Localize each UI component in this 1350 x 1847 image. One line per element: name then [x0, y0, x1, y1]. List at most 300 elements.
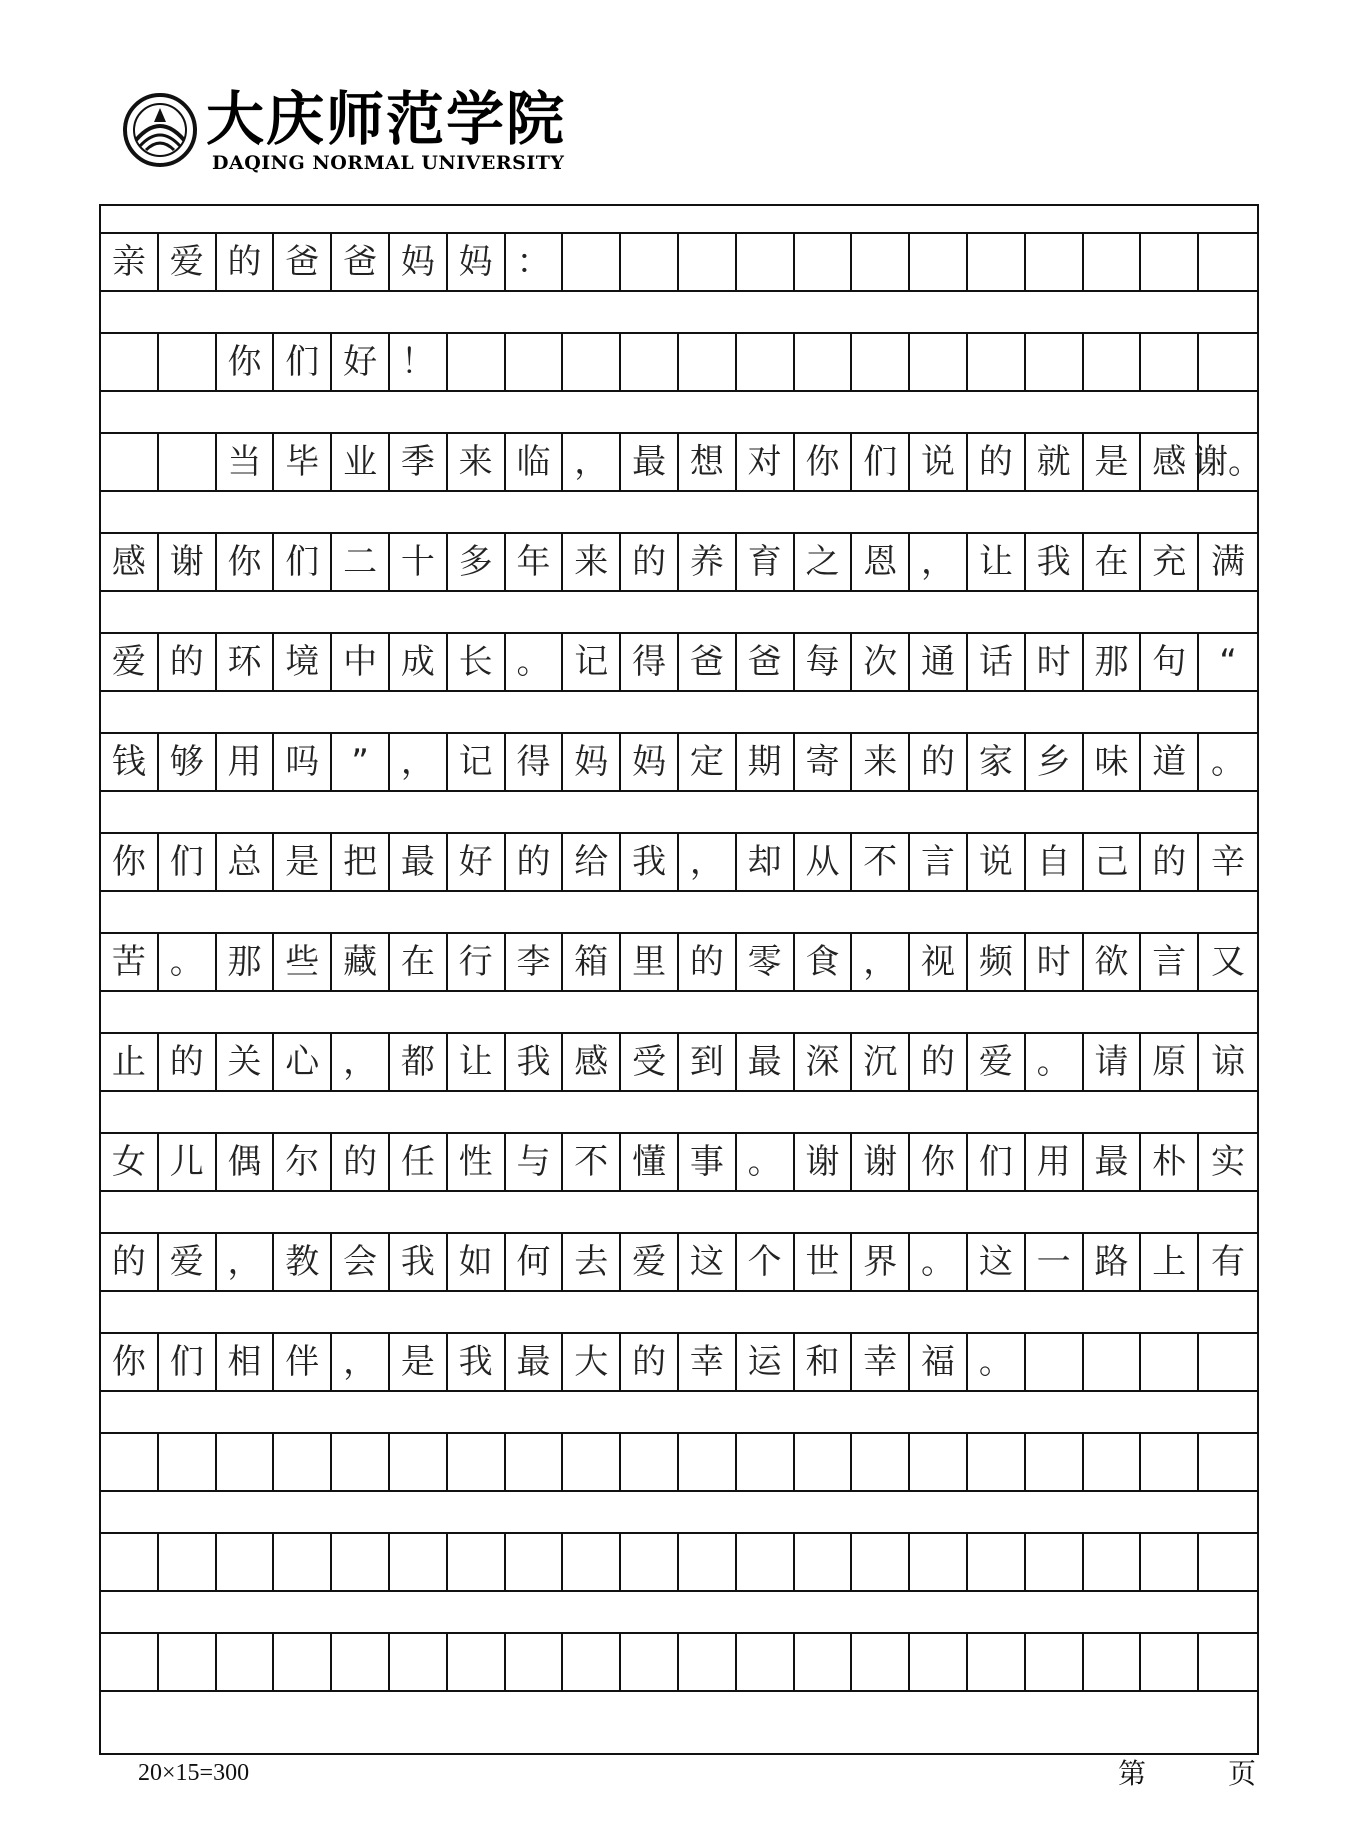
grid-cell: 来 — [563, 534, 621, 590]
grid-cell: 性 — [448, 1134, 506, 1190]
grid-cell — [1026, 1534, 1084, 1590]
grid-cell: 你 — [217, 534, 275, 590]
grid-cell: 们 — [159, 1334, 217, 1390]
grid-cell: 你 — [101, 834, 159, 890]
grid-cell: 长 — [448, 634, 506, 690]
grid-cell — [1141, 334, 1199, 390]
grid-cell: 谢 — [795, 1134, 853, 1190]
grid-cell — [448, 1534, 506, 1590]
grid-cell: 定 — [679, 734, 737, 790]
grid-cell: ， — [332, 1334, 390, 1390]
grid-cell — [506, 1434, 564, 1490]
grid-cell: 临 — [506, 434, 564, 490]
grid-cell: 说 — [910, 434, 968, 490]
grid-cell: 环 — [217, 634, 275, 690]
grid-cell — [217, 1534, 275, 1590]
page-number-label: 第 — [1118, 1757, 1147, 1790]
grid-cell: ， — [563, 434, 621, 490]
grid-cell — [1084, 1434, 1142, 1490]
grid-row — [101, 532, 1257, 592]
grid-cell: 业 — [332, 434, 390, 490]
grid-cell: 相 — [217, 1334, 275, 1390]
grid-cell — [1026, 1434, 1084, 1490]
grid-cell — [795, 1434, 853, 1490]
grid-cell: 事 — [679, 1134, 737, 1190]
grid-cell — [159, 334, 217, 390]
grid-cell — [737, 334, 795, 390]
grid-cell — [101, 1434, 159, 1490]
grid-cell — [1026, 1634, 1084, 1690]
grid-cell: 自 — [1026, 834, 1084, 890]
grid-cell — [910, 1534, 968, 1590]
grid-cell — [910, 1434, 968, 1490]
grid-cell — [621, 334, 679, 390]
grid-cell: 任 — [390, 1134, 448, 1190]
grid-cell: 道 — [1141, 734, 1199, 790]
grid-cell — [448, 1634, 506, 1690]
grid-cell — [563, 1534, 621, 1590]
grid-cell: 与 — [506, 1134, 564, 1190]
grid-cell: 最 — [1084, 1134, 1142, 1190]
grid-cell — [852, 334, 910, 390]
grid-cell: 到 — [679, 1034, 737, 1090]
grid-cell — [1199, 1334, 1257, 1390]
grid-cell — [910, 234, 968, 290]
grid-cell — [852, 1534, 910, 1590]
grid-row — [101, 832, 1257, 892]
grid-cell — [563, 334, 621, 390]
grid-cell: 箱 — [563, 934, 621, 990]
grid-cell: 的 — [506, 834, 564, 890]
grid-cell: 食 — [795, 934, 853, 990]
grid-cell: 受 — [621, 1034, 679, 1090]
grid-cell: 亲 — [101, 234, 159, 290]
grid-cell: 味 — [1084, 734, 1142, 790]
grid-cell: ， — [679, 834, 737, 890]
grid-cell: ， — [217, 1234, 275, 1290]
grid-cell: 感 — [563, 1034, 621, 1090]
grid-cell — [968, 234, 1026, 290]
grid-cell: 最 — [506, 1334, 564, 1390]
grid-cell — [852, 234, 910, 290]
grid-cell: 爸 — [737, 634, 795, 690]
grid-cell: 我 — [448, 1334, 506, 1390]
grid-cell: 的 — [332, 1134, 390, 1190]
grid-cell: 好 — [448, 834, 506, 890]
grid-cell: 记 — [448, 734, 506, 790]
grid-cell: 爱 — [101, 634, 159, 690]
grid-cell: 从 — [795, 834, 853, 890]
grid-cell: 话 — [968, 634, 1026, 690]
grid-cell — [679, 234, 737, 290]
grid-cell — [1199, 1434, 1257, 1490]
grid-cell: 们 — [274, 534, 332, 590]
grid-cell: 通 — [910, 634, 968, 690]
grid-cell: 何 — [506, 1234, 564, 1290]
grid-cell — [563, 1434, 621, 1490]
grid-cell: 你 — [217, 334, 275, 390]
grid-cell: 时 — [1026, 934, 1084, 990]
grid-cell: 视 — [910, 934, 968, 990]
grid-cell: 关 — [217, 1034, 275, 1090]
grid-cell: 爸 — [332, 234, 390, 290]
grid-cell — [1141, 1534, 1199, 1590]
grid-cell — [1084, 1634, 1142, 1690]
grid-cell: 每 — [795, 634, 853, 690]
grid-cell: 寄 — [795, 734, 853, 790]
grid-cell — [1026, 234, 1084, 290]
grid-cell: 育 — [737, 534, 795, 590]
grid-cell: 我 — [390, 1234, 448, 1290]
grid-cell: 。 — [910, 1234, 968, 1290]
grid-cell — [852, 1434, 910, 1490]
grid-cell — [1199, 234, 1257, 290]
grid-cell: ， — [852, 934, 910, 990]
grid-row — [101, 1332, 1257, 1392]
grid-cell — [1199, 1534, 1257, 1590]
grid-cell: 不 — [852, 834, 910, 890]
grid-cell: 爱 — [621, 1234, 679, 1290]
grid-cell: 原 — [1141, 1034, 1199, 1090]
grid-cell — [1141, 1334, 1199, 1390]
grid-cell: 的 — [910, 734, 968, 790]
grid-cell: 言 — [1141, 934, 1199, 990]
grid-row — [101, 932, 1257, 992]
grid-cell: 用 — [1026, 1134, 1084, 1190]
grid-cell: 教 — [274, 1234, 332, 1290]
page-header — [0, 0, 1350, 200]
grid-cell: ： — [506, 234, 564, 290]
grid-cell: 时 — [1026, 634, 1084, 690]
grid-cell: 谢。 — [1194, 442, 1263, 482]
grid-cell: 偶 — [217, 1134, 275, 1190]
grid-cell — [1026, 334, 1084, 390]
grid-cell: 儿 — [159, 1134, 217, 1190]
grid-cell: 。 — [737, 1134, 795, 1190]
grid-cell: 来 — [448, 434, 506, 490]
grid-cell — [852, 1634, 910, 1690]
grid-cell — [159, 1634, 217, 1690]
grid-cell: 恩 — [852, 534, 910, 590]
grid-cell: 辛 — [1211, 842, 1246, 882]
grid-cell: 在 — [1084, 534, 1142, 590]
grid-cell — [1026, 1334, 1084, 1390]
grid-cell: 的 — [910, 1034, 968, 1090]
grid-cell: 们 — [159, 834, 217, 890]
grid-cell: 钱 — [101, 734, 159, 790]
grid-cell: 路 — [1084, 1234, 1142, 1290]
grid-row — [101, 1232, 1257, 1292]
grid-cell — [390, 1634, 448, 1690]
grid-cell — [968, 334, 1026, 390]
grid-cell: 让 — [968, 534, 1026, 590]
grid-cell: 季 — [390, 434, 448, 490]
grid-cell: 记 — [563, 634, 621, 690]
grid-cell: 的 — [159, 1034, 217, 1090]
grid-cell: 会 — [332, 1234, 390, 1290]
grid-cell — [506, 1634, 564, 1690]
grid-cell — [795, 334, 853, 390]
grid-cell: 朴 — [1141, 1134, 1199, 1190]
grid-cell: 感 — [101, 534, 159, 590]
grid-cell: 爸 — [679, 634, 737, 690]
grid-cell: 个 — [737, 1234, 795, 1290]
grid-cell: 伴 — [274, 1334, 332, 1390]
grid-cell: 感 — [1141, 434, 1199, 490]
grid-cell: 女 — [101, 1134, 159, 1190]
grid-row — [101, 732, 1257, 792]
grid-cell: 十 — [390, 534, 448, 590]
grid-cell: 这 — [968, 1234, 1026, 1290]
grid-cell: 把 — [332, 834, 390, 890]
grid-cell: ， — [332, 1034, 390, 1090]
grid-cell — [737, 234, 795, 290]
grid-cell: 妈 — [621, 734, 679, 790]
grid-cell: 我 — [621, 834, 679, 890]
grid-cell: 最 — [737, 1034, 795, 1090]
grid-cell — [390, 1434, 448, 1490]
grid-cell — [159, 434, 217, 490]
grid-cell: 的 — [217, 234, 275, 290]
grid-cell: 谅 — [1211, 1042, 1246, 1082]
grid-row — [101, 1532, 1257, 1592]
grid-cell: 大 — [563, 1334, 621, 1390]
grid-cell: 说 — [968, 834, 1026, 890]
grid-cell: 些 — [274, 934, 332, 990]
grid-cell: 你 — [101, 1334, 159, 1390]
university-name-chinese: 大庆师范学院 — [206, 85, 567, 153]
grid-cell: 的 — [101, 1234, 159, 1290]
grid-cell: 成 — [390, 634, 448, 690]
grid-cell — [332, 1434, 390, 1490]
grid-cell — [159, 1534, 217, 1590]
grid-cell — [1141, 1434, 1199, 1490]
grid-row — [101, 1432, 1257, 1492]
grid-cell — [679, 1534, 737, 1590]
grid-cell: 言 — [910, 834, 968, 890]
grid-cell — [563, 1634, 621, 1690]
grid-cell: 欲 — [1084, 934, 1142, 990]
grid-cell: 福 — [910, 1334, 968, 1390]
grid-cell: 界 — [852, 1234, 910, 1290]
grid-cell: 家 — [968, 734, 1026, 790]
grid-cell: ！ — [390, 334, 448, 390]
grid-cell: 。 — [159, 934, 217, 990]
grid-cell — [737, 1634, 795, 1690]
university-logo-icon — [122, 92, 198, 168]
grid-cell — [679, 1634, 737, 1690]
grid-cell: 对 — [737, 434, 795, 490]
grid-cell: 又 — [1211, 942, 1246, 982]
grid-cell: 那 — [217, 934, 275, 990]
grid-cell — [1084, 1534, 1142, 1590]
grid-cell: 乡 — [1026, 734, 1084, 790]
grid-cell — [506, 1534, 564, 1590]
grid-cell — [159, 1434, 217, 1490]
grid-cell: 当 — [217, 434, 275, 490]
grid-cell: 你 — [910, 1134, 968, 1190]
grid-cell: 爸 — [274, 234, 332, 290]
grid-cell: 幸 — [852, 1334, 910, 1390]
grid-cell — [332, 1634, 390, 1690]
grid-cell: 不 — [563, 1134, 621, 1190]
grid-cell: 。 — [1026, 1034, 1084, 1090]
grid-cell: 却 — [737, 834, 795, 890]
grid-cell: 一 — [1026, 1234, 1084, 1290]
grid-cell — [1084, 1334, 1142, 1390]
grid-cell: 想 — [679, 434, 737, 490]
grid-row — [101, 232, 1257, 292]
grid-cell: 充 — [1141, 534, 1199, 590]
grid-cell — [217, 1634, 275, 1690]
grid-cell: “ — [1219, 642, 1237, 682]
grid-cell — [448, 334, 506, 390]
grid-cell — [506, 334, 564, 390]
grid-cell: 幸 — [679, 1334, 737, 1390]
grid-cell: 懂 — [621, 1134, 679, 1190]
grid-cell: 爱 — [968, 1034, 1026, 1090]
grid-cell — [390, 1534, 448, 1590]
grid-cell — [101, 1534, 159, 1590]
grid-cell: 得 — [621, 634, 679, 690]
grid-cell: 我 — [506, 1034, 564, 1090]
grid-cell: 的 — [159, 634, 217, 690]
grid-cell — [332, 1534, 390, 1590]
grid-cell: 的 — [968, 434, 1026, 490]
grid-cell: 那 — [1084, 634, 1142, 690]
grid-row — [101, 1132, 1257, 1192]
grid-cell: 境 — [274, 634, 332, 690]
grid-cell — [795, 1534, 853, 1590]
grid-cell: 己 — [1084, 834, 1142, 890]
grid-cell: 总 — [217, 834, 275, 890]
grid-cell: 都 — [390, 1034, 448, 1090]
grid-cell — [217, 1434, 275, 1490]
grid-cell: 里 — [621, 934, 679, 990]
grid-cell: 是 — [1084, 434, 1142, 490]
grid-cell: 上 — [1141, 1234, 1199, 1290]
grid-cell: 零 — [737, 934, 795, 990]
grid-cell: 们 — [968, 1134, 1026, 1190]
grid-cell: 请 — [1084, 1034, 1142, 1090]
grid-cell — [795, 1634, 853, 1690]
grid-cell: ， — [910, 534, 968, 590]
grid-cell: 止 — [101, 1034, 159, 1090]
grid-cell — [101, 1634, 159, 1690]
page-unit-label: 页 — [1228, 1757, 1257, 1790]
grid-cell — [274, 1634, 332, 1690]
grid-cell — [274, 1434, 332, 1490]
grid-row — [101, 1632, 1257, 1692]
grid-cell: 沉 — [852, 1034, 910, 1090]
grid-cell: 够 — [159, 734, 217, 790]
grid-cell: 你 — [795, 434, 853, 490]
grid-cell — [1199, 334, 1257, 390]
grid-cell: 们 — [852, 434, 910, 490]
grid-cell: 去 — [563, 1234, 621, 1290]
grid-cell: 吗 — [274, 734, 332, 790]
grid-cell: 行 — [448, 934, 506, 990]
grid-cell — [1199, 1634, 1257, 1690]
grid-cell — [621, 1434, 679, 1490]
grid-cell — [621, 234, 679, 290]
grid-cell — [274, 1534, 332, 1590]
grid-cell: 中 — [332, 634, 390, 690]
grid-cell: 在 — [390, 934, 448, 990]
grid-cell: 的 — [621, 1334, 679, 1390]
grid-cell: 们 — [274, 334, 332, 390]
grid-cell: 期 — [737, 734, 795, 790]
grid-cell: 和 — [795, 1334, 853, 1390]
grid-cell: 心 — [274, 1034, 332, 1090]
grid-cell: 养 — [679, 534, 737, 590]
grid-cell: 爱 — [159, 1234, 217, 1290]
grid-cell: 最 — [390, 834, 448, 890]
grid-cell: 尔 — [274, 1134, 332, 1190]
grid-cell: 年 — [506, 534, 564, 590]
grid-cell — [968, 1534, 1026, 1590]
grid-cell: 给 — [563, 834, 621, 890]
grid-cell: 如 — [448, 1234, 506, 1290]
grid-cell: 就 — [1026, 434, 1084, 490]
grid-cell: 毕 — [274, 434, 332, 490]
grid-cell: 世 — [795, 1234, 853, 1290]
grid-cell — [910, 334, 968, 390]
grid-cell — [679, 334, 737, 390]
grid-cell: 的 — [679, 934, 737, 990]
grid-cell: 句 — [1141, 634, 1199, 690]
grid-cell: 频 — [968, 934, 1026, 990]
university-name-english: DAQING NORMAL UNIVERSITY — [212, 152, 565, 174]
grid-cell — [968, 1634, 1026, 1690]
grid-cell: 多 — [448, 534, 506, 590]
grid-cell — [795, 234, 853, 290]
grid-cell: 次 — [852, 634, 910, 690]
grid-cell — [101, 334, 159, 390]
grid-cell: ， — [390, 734, 448, 790]
grid-row — [101, 332, 1257, 392]
grid-cell: 满 — [1211, 542, 1246, 582]
grid-cell — [1084, 334, 1142, 390]
grid-cell: 谢 — [852, 1134, 910, 1190]
grid-cell: 让 — [448, 1034, 506, 1090]
grid-cell: 。 — [1211, 742, 1246, 782]
grid-cell — [679, 1434, 737, 1490]
grid-cell: 谢 — [159, 534, 217, 590]
grid-cell: 妈 — [390, 234, 448, 290]
grid-row — [101, 632, 1257, 692]
grid-cell — [621, 1534, 679, 1590]
grid-cell: 妈 — [563, 734, 621, 790]
grid-cell: 是 — [390, 1334, 448, 1390]
grid-cell: ” — [332, 734, 390, 790]
grid-cell: 的 — [621, 534, 679, 590]
grid-cell: 有 — [1211, 1242, 1246, 1282]
grid-cell: 我 — [1026, 534, 1084, 590]
grid-cell: 得 — [506, 734, 564, 790]
grid-cell: 。 — [968, 1334, 1026, 1390]
grid-cell — [968, 1434, 1026, 1490]
grid-cell: 之 — [795, 534, 853, 590]
grid-cell — [1141, 1634, 1199, 1690]
grid-row — [101, 432, 1263, 492]
grid-cell — [1084, 234, 1142, 290]
grid-cell: 。 — [506, 634, 564, 690]
grid-cell — [1141, 234, 1199, 290]
grid-cell: 爱 — [159, 234, 217, 290]
grid-cell: 用 — [217, 734, 275, 790]
grid-cell: 来 — [852, 734, 910, 790]
